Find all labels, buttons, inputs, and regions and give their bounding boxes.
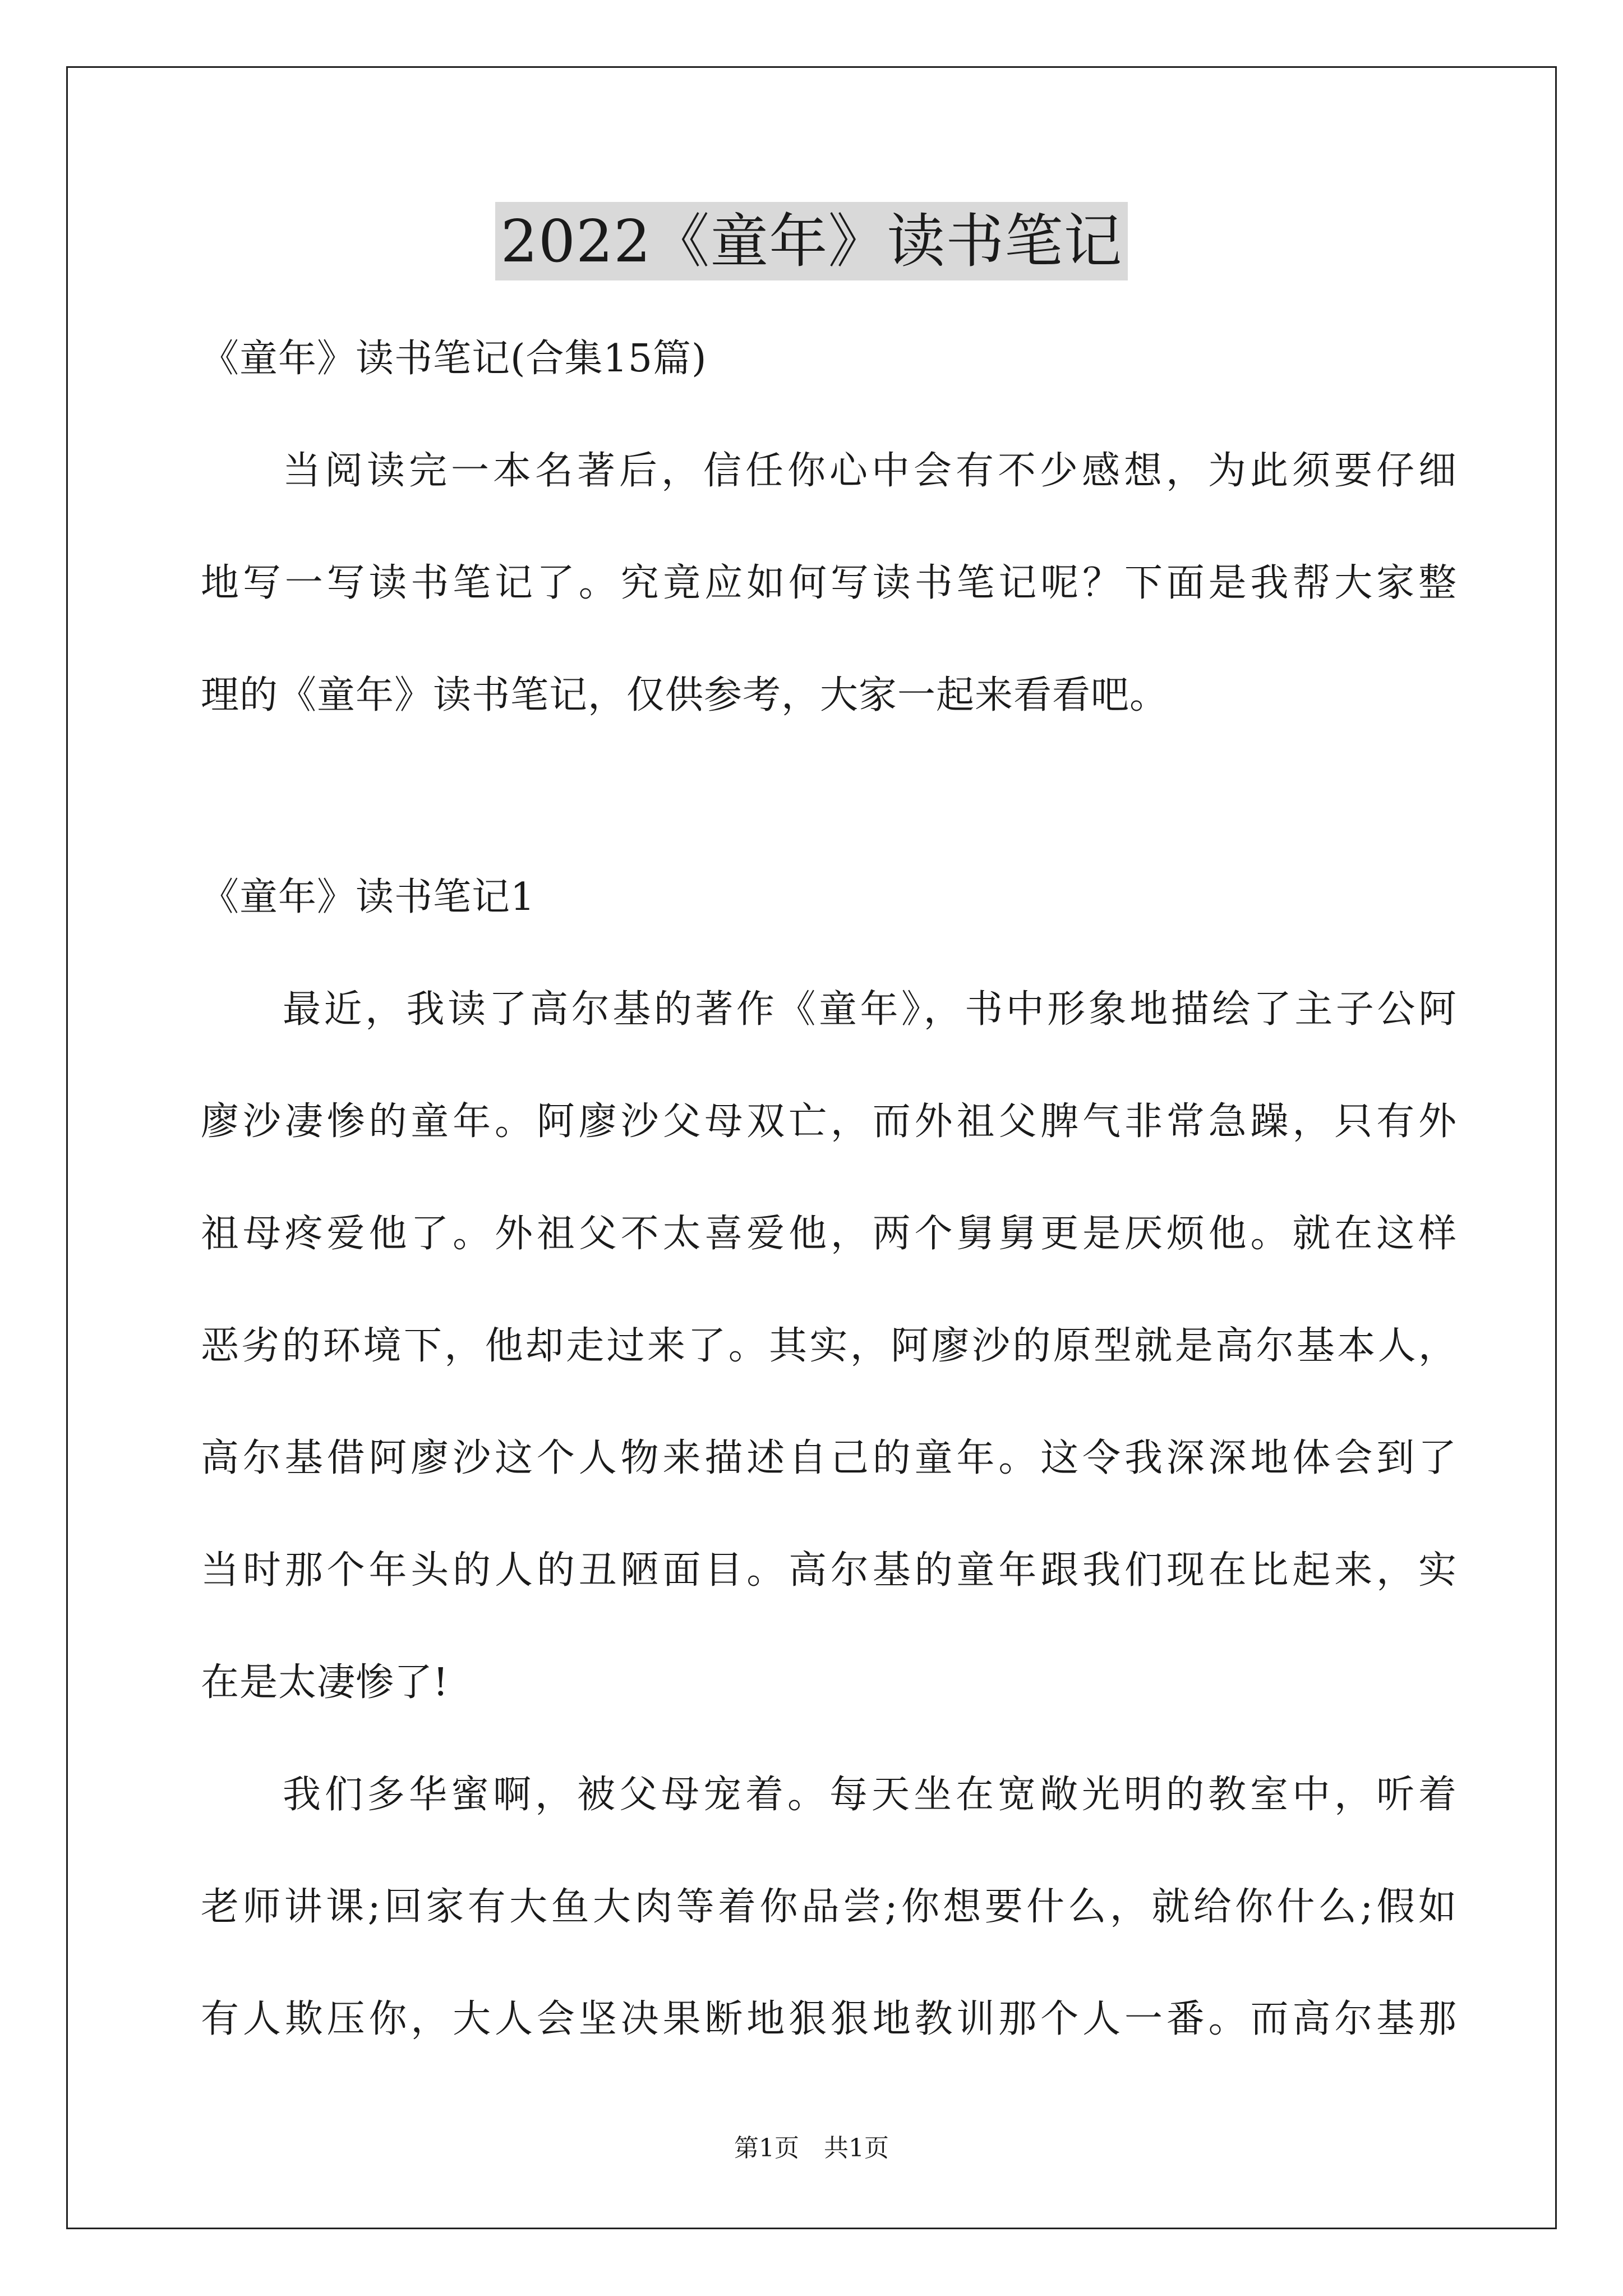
page-footer [0, 2132, 1623, 2165]
paragraph-line: 当时那个年头的人的丑陋面目。高尔基的童年跟我们现在比起来，实 [201, 1548, 1457, 1593]
body-paragraph-1 [201, 954, 1457, 1739]
paragraph-line: 廖沙凄惨的童年。阿廖沙父母双亡，而外祖父脾气非常急躁，只有外 [201, 1099, 1457, 1144]
document-body [201, 303, 1457, 2076]
paragraph-line: 老师讲课;回家有大鱼大肉等着你品尝;你想要什么，就给你什么;假如 [201, 1885, 1457, 1929]
paragraph-line: 有人欺压你，大人会坚决果断地狠狠地教训那个人一番。而高尔基那 [201, 1997, 1457, 2041]
paragraph-line: 最近，我读了高尔基的著作《童年》，书中形象地描绘了主子公阿 [283, 987, 1457, 1032]
paragraph-line: 祖母疼爱他了。外祖父不太喜爱他，两个舅舅更是厌烦他。就在这样 [201, 1212, 1457, 1256]
paragraph-line: 当阅读完一本名著后，信任你心中会有不少感想，为此须要仔细 [283, 449, 1457, 493]
document-title: 2022《童年》读书笔记 [495, 202, 1128, 280]
page-number-total: 共1页 [824, 2134, 889, 2162]
page-number-current: 第1页 [734, 2134, 799, 2162]
spacer [201, 752, 1457, 841]
paragraph-line: 理的《童年》读书笔记，仅供参考，大家一起来看看吧。 [201, 673, 1169, 717]
title-container [0, 202, 1623, 280]
section-heading: 《童年》读书笔记1 [201, 875, 536, 919]
paragraph-line: 地写一写读书笔记了。究竟应如何写读书笔记呢？下面是我帮大家整 [201, 561, 1457, 605]
body-paragraph-2 [201, 1739, 1457, 2076]
paragraph-line: 在是太凄惨了! [201, 1660, 449, 1705]
intro-paragraph [201, 415, 1457, 752]
paragraph-line: 高尔基借阿廖沙这个人物来描述自己的童年。这令我深深地体会到了 [201, 1436, 1457, 1480]
document-subtitle: 《童年》读书笔记(合集15篇) [201, 337, 707, 381]
paragraph-line: 我们多华蜜啊，被父母宠着。每天坐在宽敞光明的教室中，听着 [283, 1773, 1457, 1817]
paragraph-line: 恶劣的环境下，他却走过来了。其实，阿廖沙的原型就是高尔基本人， [201, 1324, 1457, 1368]
